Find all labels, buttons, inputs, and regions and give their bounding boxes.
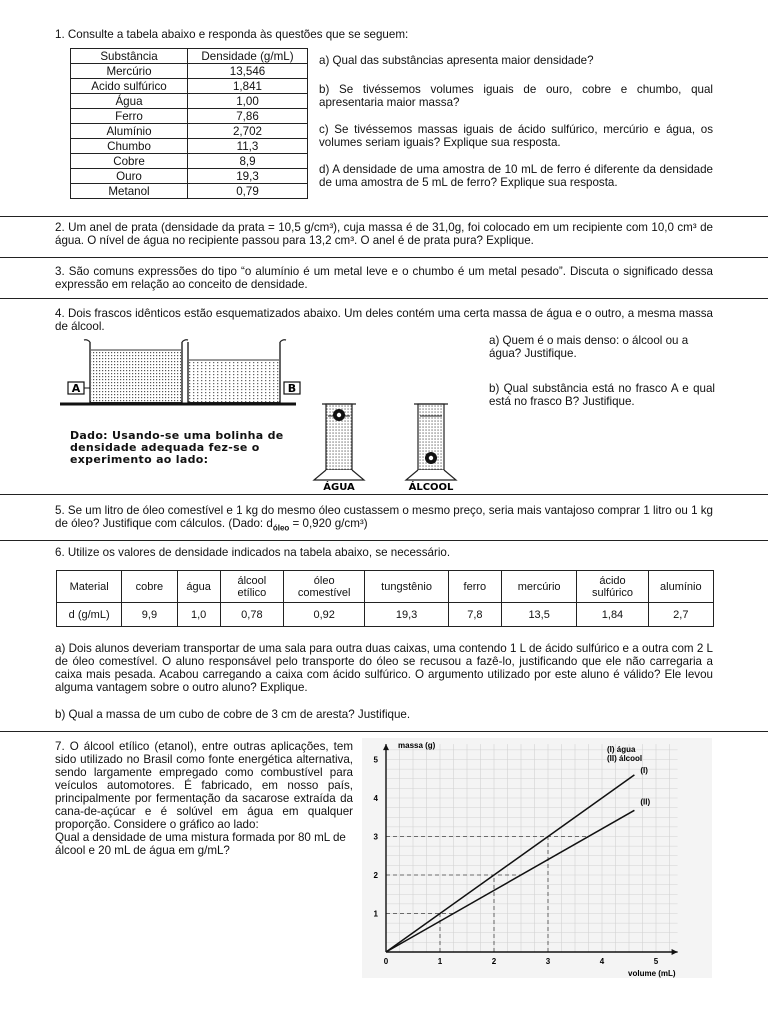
density-table-row <box>71 154 308 169</box>
q6-header-cell: ferro <box>448 571 501 603</box>
substance-cell: Cobre <box>71 154 188 169</box>
q6-question-a: a) Dois alunos deveriam transportar de uma sala para outra duas caixas, uma contendo 1 L de ácido sulfúrico e a outra com 2 L de óleo comestível. O aluno responsável pelo transporte do óleo se recusou a fazê-lo, justificando que ele não carregaria a caixa mais pesada. Acabou carregando a caixa com ácido sulfúrico. O argumento utilizado por este aluno é válido? Ele levou alguma vantagem sobre o outro aluno? Explique. <box>55 642 713 694</box>
substance-cell: Água <box>71 94 188 109</box>
y-tick-label: 1 <box>373 909 378 919</box>
q6-value-cell: 2,7 <box>648 603 713 627</box>
y-tick-label: 4 <box>373 794 378 803</box>
y-axis-label: massa (g) <box>398 741 436 751</box>
mass-volume-chart <box>362 738 712 978</box>
q5-tail: = 0,920 g/cm³) <box>289 517 368 530</box>
density-table-header-cell: Densidade (g/mL) <box>188 49 308 64</box>
series-label-1: (I) <box>640 765 648 775</box>
density-cell: 11,3 <box>188 139 308 154</box>
q5-subscript: óleo <box>272 523 290 533</box>
divider <box>0 298 768 299</box>
y-tick-label: 3 <box>373 832 378 842</box>
substance-cell: Metanol <box>71 184 188 199</box>
q2-text: 2. Um anel de prata (densidade da prata = 10,5 g/cm³), cuja massa é de 31,0g, foi colocado em um recipiente com 10,0 cm³ de água. O nível de água no recipiente passou para 13,2 cm³. O anel é de prata pura? Explique. <box>55 221 713 247</box>
divider <box>0 540 768 541</box>
q6-header-cell: água <box>177 571 220 603</box>
q6-header-cell: ácido sulfúrico <box>577 571 648 603</box>
q6-value-cell: 9,9 <box>122 603 177 627</box>
y-tick-label: 2 <box>373 871 378 880</box>
density-cell: 2,702 <box>188 124 308 139</box>
q5-text <box>55 504 713 534</box>
q6-header-cell: alumínio <box>648 571 713 603</box>
legend-entry: (II) álcool <box>607 754 643 763</box>
q1-question-c: c) Se tivéssemos massas iguais de ácido sulfúrico, mercúrio e água, os volumes seriam iguais? Explique sua resposta. <box>319 123 713 149</box>
x-tick-label: 3 <box>545 957 551 966</box>
q6-value-cell: 7,8 <box>448 603 501 627</box>
density-cell: 7,86 <box>188 109 308 124</box>
q4-question-b: b) Qual substância está no frasco A e qual está no frasco B? Justifique. <box>489 382 715 408</box>
cylinder-alcohol-label: ÁLCOOL <box>408 482 454 492</box>
density-cell: 1,841 <box>188 79 308 94</box>
legend-entry: (I) água <box>607 745 636 754</box>
q6-heading: 6. Utilize os valores de densidade indicados na tabela abaixo, se necessário. <box>55 546 451 559</box>
substance-cell: Alumínio <box>71 124 188 139</box>
q4-dado: Dado: Usando-se uma bolinha de densidade adequada fez-se o experimento ao lado: <box>70 429 284 466</box>
q6-header-cell: mercúrio <box>501 571 576 603</box>
cylinder-water-label: ÁGUA <box>323 482 355 492</box>
density-table-row <box>71 109 308 124</box>
q1-questions <box>319 54 713 189</box>
q6-header-cell: álcool etílico <box>220 571 283 603</box>
q4-text: 4. Dois frascos idênticos estão esquematizados abaixo. Um deles contém uma certa massa de água e o outro, a mesma massa de álcool. <box>55 307 713 333</box>
flask-b <box>188 340 286 402</box>
flasks-illustration <box>60 334 310 414</box>
q7-question: Qual a densidade de uma mistura formada por 80 mL de álcool e 20 mL de água em g/mL? <box>55 831 346 857</box>
substance-cell: Mercúrio <box>71 64 188 79</box>
q6-value-cell: 1,0 <box>177 603 220 627</box>
y-tick-label: 5 <box>373 755 378 765</box>
density-cell: 1,00 <box>188 94 308 109</box>
q6-questions <box>55 642 713 721</box>
q7-text: 7. O álcool etílico (etanol), entre outras aplicações, tem sido utilizado no Brasil como fonte energética alternativa, sendo largamente empregado como combustível para veículos automotores. É fabricado, em nosso país, principalmente por fermentação da sacarose extraída da cana-de-açúcar e é solúvel em água em qualquer proporção. Considere o gráfico ao lado: <box>55 740 353 831</box>
q6-value-cell: 0,78 <box>220 603 283 627</box>
divider <box>0 731 768 732</box>
x-tick-label: 1 <box>437 957 443 966</box>
x-tick-label: 5 <box>653 957 659 966</box>
q1-question-d: d) A densidade de uma amostra de 10 mL de ferro é diferente da densidade de uma amostra de 5 mL de ferro? Explique sua resposta. <box>319 163 713 189</box>
q5-main: 5. Se um litro de óleo comestível e 1 kg do mesmo óleo custassem o mesmo preço, seria mais vantajoso comprar 1 litro ou 1 kg de óleo? Justifique com cálculos. (Dado: d <box>55 504 713 530</box>
substance-cell: Ouro <box>71 169 188 184</box>
cylinder-water <box>314 404 364 480</box>
chart-background <box>362 738 712 978</box>
density-cell: 0,79 <box>188 184 308 199</box>
x-tick-label: 2 <box>491 957 497 966</box>
q6-value-cell: 13,5 <box>501 603 576 627</box>
density-table <box>70 48 308 199</box>
q6-value-cell: 0,92 <box>284 603 365 627</box>
cylinders-illustration <box>308 396 478 492</box>
substance-cell: Ferro <box>71 109 188 124</box>
q1-question-a: a) Qual das substâncias apresenta maior densidade? <box>319 54 594 67</box>
material-density-table <box>56 570 714 627</box>
q1-question-b: b) Se tivéssemos volumes iguais de ouro, cobre e chumbo, qual apresentaria maior massa? <box>319 83 713 109</box>
density-table-row <box>71 64 308 79</box>
substance-cell: Chumbo <box>71 139 188 154</box>
substance-cell: Acido sulfúrico <box>71 79 188 94</box>
density-table-row <box>71 184 308 199</box>
q7-text-block <box>55 740 353 857</box>
q6-header-cell: cobre <box>122 571 177 603</box>
density-table-row <box>71 124 308 139</box>
label-b: B <box>287 382 297 395</box>
flask-a <box>84 340 188 402</box>
label-a: A <box>71 382 81 395</box>
density-table-row <box>71 139 308 154</box>
divider <box>0 216 768 217</box>
density-table-row <box>71 94 308 109</box>
q6-value-cell: 1,84 <box>577 603 648 627</box>
density-cell: 13,546 <box>188 64 308 79</box>
q4-question-a: a) Quem é o mais denso: o álcool ou a água? Justifique. <box>489 334 689 360</box>
divider <box>0 257 768 258</box>
q4-questions <box>489 334 715 408</box>
q6-question-b: b) Qual a massa de um cubo de cobre de 3 cm de aresta? Justifique. <box>55 708 411 721</box>
x-tick-label: 4 <box>599 957 605 966</box>
divider <box>0 494 768 495</box>
q6-value-cell: d (g/mL) <box>57 603 122 627</box>
q6-header-cell: tungstênio <box>365 571 448 603</box>
density-table-header <box>71 49 308 64</box>
density-table-row <box>71 79 308 94</box>
density-table-header-cell: Substância <box>71 49 188 64</box>
density-table-row <box>71 169 308 184</box>
density-cell: 8,9 <box>188 154 308 169</box>
q6-header-cell: Material <box>57 571 122 603</box>
density-cell: 19,3 <box>188 169 308 184</box>
x-tick-label: 0 <box>383 957 389 966</box>
q3-text: 3. São comuns expressões do tipo “o alumínio é um metal leve e o chumbo é um metal pesado”. Discuta o significado dessa expressão em relação ao conceito de densidade. <box>55 265 713 291</box>
series-label-2: (II) <box>640 797 651 807</box>
x-axis-label: volume (mL) <box>628 969 676 978</box>
q1-heading: 1. Consulte a tabela abaixo e responda às questões que se seguem: <box>55 28 409 41</box>
q6-header-cell: óleo comestível <box>284 571 365 603</box>
cylinder-alcohol <box>406 404 456 480</box>
q6-value-cell: 19,3 <box>365 603 448 627</box>
